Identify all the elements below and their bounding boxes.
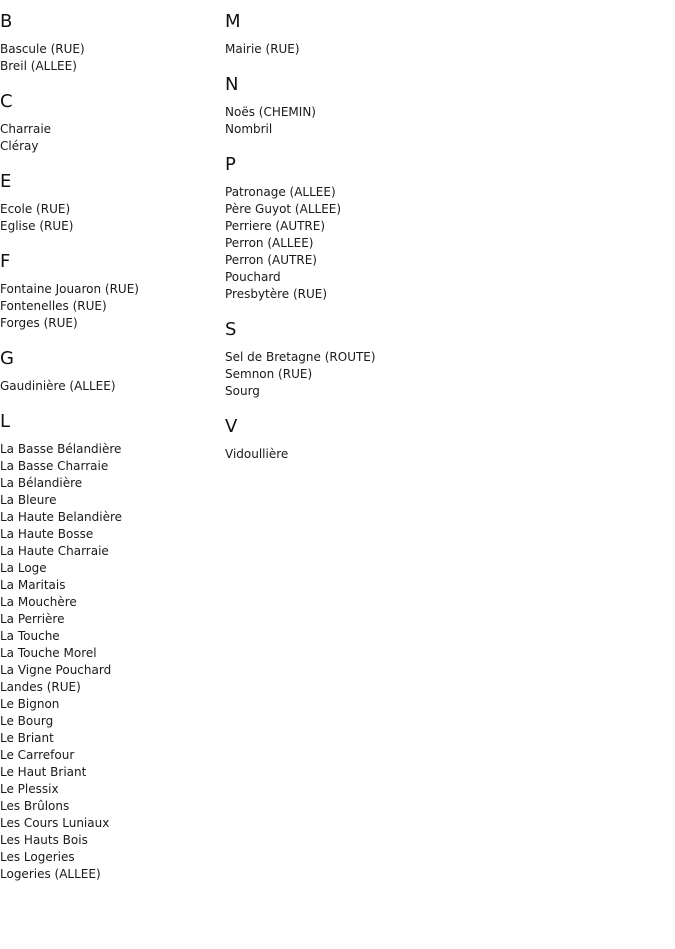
street-name[interactable]: Perron (ALLEE) [225,236,314,250]
street-name[interactable]: La Haute Charraie [0,544,109,558]
letter-group [225,74,525,138]
street-name[interactable]: Logeries (ALLEE) [0,867,101,881]
letter-heading: M [225,11,241,32]
street-name[interactable]: Pouchard [225,270,281,284]
street-index-right-column [225,0,525,463]
street-name[interactable]: Gaudinière (ALLEE) [0,379,116,393]
letter-group [0,171,220,235]
street-name[interactable]: La Haute Bosse [0,527,94,541]
letter-heading: G [0,348,14,369]
letter-heading: V [225,416,238,437]
street-list [0,281,220,332]
street-name[interactable]: La Perrière [0,612,65,626]
street-name[interactable]: Forges (RUE) [0,316,78,330]
street-name[interactable]: Les Cours Luniaux [0,816,110,830]
street-name[interactable]: Eglise (RUE) [0,219,74,233]
street-name[interactable]: Fontaine Jouaron (RUE) [0,282,139,296]
street-name[interactable]: La Haute Belandière [0,510,123,524]
street-name[interactable]: Le Bignon [0,697,60,711]
street-name[interactable]: La Basse Charraie [0,459,109,473]
street-name[interactable]: Noës (CHEMIN) [225,105,316,119]
street-list [0,378,220,395]
street-name[interactable]: Bascule (RUE) [0,42,85,56]
letter-heading: N [225,74,239,95]
street-name[interactable]: Sourg [225,384,260,398]
street-name[interactable]: La Touche [0,629,60,643]
letter-group [0,411,220,883]
street-list [0,121,220,155]
street-list [225,41,525,58]
street-list [0,441,220,883]
street-name[interactable]: Nombril [225,122,273,136]
street-name[interactable]: La Maritais [0,578,66,592]
street-name[interactable]: La Touche Morel [0,646,97,660]
letter-heading: F [0,251,11,272]
letter-heading: P [225,154,236,175]
street-name[interactable]: Le Plessix [0,782,59,796]
street-name[interactable]: Perron (AUTRE) [225,253,317,267]
street-name[interactable]: Les Brûlons [0,799,70,813]
street-name[interactable]: Semnon (RUE) [225,367,313,381]
street-name[interactable]: La Vigne Pouchard [0,663,112,677]
letter-group [225,11,525,58]
street-name[interactable]: Sel de Bretagne (ROUTE) [225,350,376,364]
street-name[interactable]: Patronage (ALLEE) [225,185,336,199]
letter-group [225,319,525,400]
letter-group [0,348,220,395]
street-name[interactable]: Les Hauts Bois [0,833,88,847]
letter-group [225,154,525,303]
street-name[interactable]: Le Bourg [0,714,54,728]
street-name[interactable]: La Mouchère [0,595,77,609]
letter-heading: S [225,319,237,340]
street-name[interactable]: Landes (RUE) [0,680,81,694]
letter-group [225,416,525,463]
street-name[interactable]: Vidoullière [225,447,289,461]
street-list [225,104,525,138]
street-list [225,349,525,400]
street-name[interactable]: La Loge [0,561,47,575]
letter-group [0,91,220,155]
street-name[interactable]: La Bleure [0,493,57,507]
letter-heading: B [0,11,13,32]
street-list [225,184,525,303]
street-name[interactable]: Ecole (RUE) [0,202,71,216]
letter-group [0,251,220,332]
street-name[interactable]: Les Logeries [0,850,75,864]
street-name[interactable]: Presbytère (RUE) [225,287,328,301]
street-name[interactable]: Charraie [0,122,52,136]
street-name[interactable]: La Basse Bélandière [0,442,122,456]
letter-heading: C [0,91,13,112]
street-name[interactable]: Mairie (RUE) [225,42,300,56]
street-name[interactable]: Le Briant [0,731,54,745]
street-name[interactable]: Le Haut Briant [0,765,87,779]
street-name[interactable]: Le Carrefour [0,748,75,762]
street-index-left-column [0,0,220,883]
street-list [0,201,220,235]
street-name[interactable]: La Bélandière [0,476,83,490]
street-name[interactable]: Breil (ALLEE) [0,59,77,73]
street-name[interactable]: Fontenelles (RUE) [0,299,107,313]
street-name[interactable]: Cléray [0,139,39,153]
street-name[interactable]: Perriere (AUTRE) [225,219,326,233]
street-list [0,41,220,75]
letter-heading: E [0,171,12,192]
letter-group [0,11,220,75]
letter-heading: L [0,411,11,432]
street-list [225,446,525,463]
street-name[interactable]: Père Guyot (ALLEE) [225,202,342,216]
